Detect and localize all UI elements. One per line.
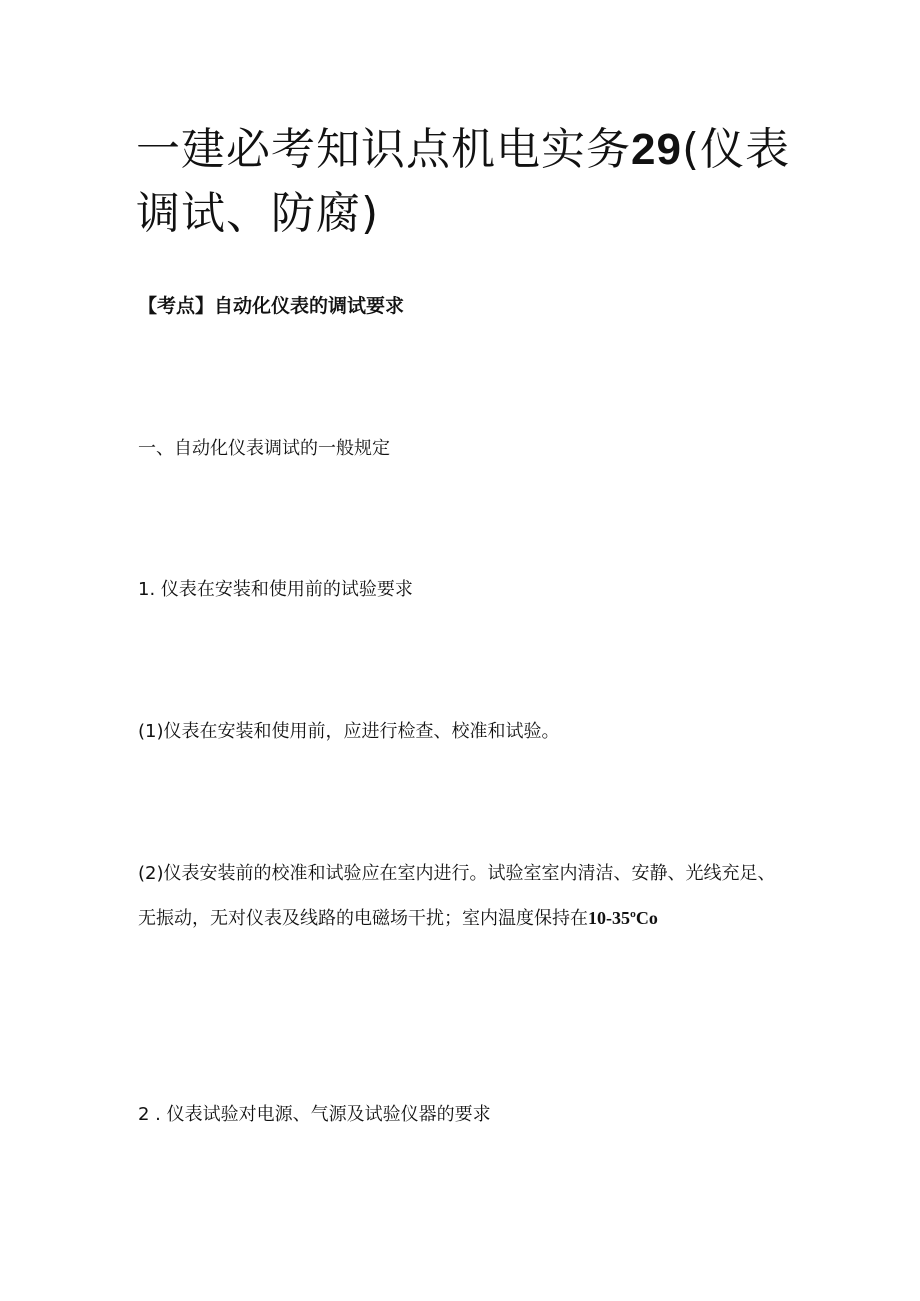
- title-number: 29: [631, 125, 682, 174]
- title-subtitle: (仪表调试、防腐): [136, 124, 791, 239]
- document-title: [136, 118, 796, 246]
- key-point-heading: 【考点】自动化仪表的调试要求: [138, 295, 405, 317]
- paragraph-2: [138, 852, 778, 941]
- title-text: 一建必考知识点机电实务: [136, 124, 631, 175]
- item-heading-2: 2 . 仪表试验对电源、气源及试验仪器的要求: [138, 1104, 491, 1125]
- paragraph-1: (1)仪表在安装和使用前，应进行检查、校准和试验。: [138, 721, 560, 742]
- paragraph-2-text: (2)仪表安装前的校准和试验应在室内进行。试验室室内清洁、安静、光线充足、无振动，无对仪表及线路的电磁场干扰；室内温度保持在: [138, 863, 776, 929]
- item-heading-1: 1. 仪表在安装和使用前的试验要求: [138, 579, 413, 600]
- section-heading-1: 一、自动化仪表调试的一般规定: [138, 438, 390, 459]
- temperature-range: 10-35ºCo: [588, 908, 658, 928]
